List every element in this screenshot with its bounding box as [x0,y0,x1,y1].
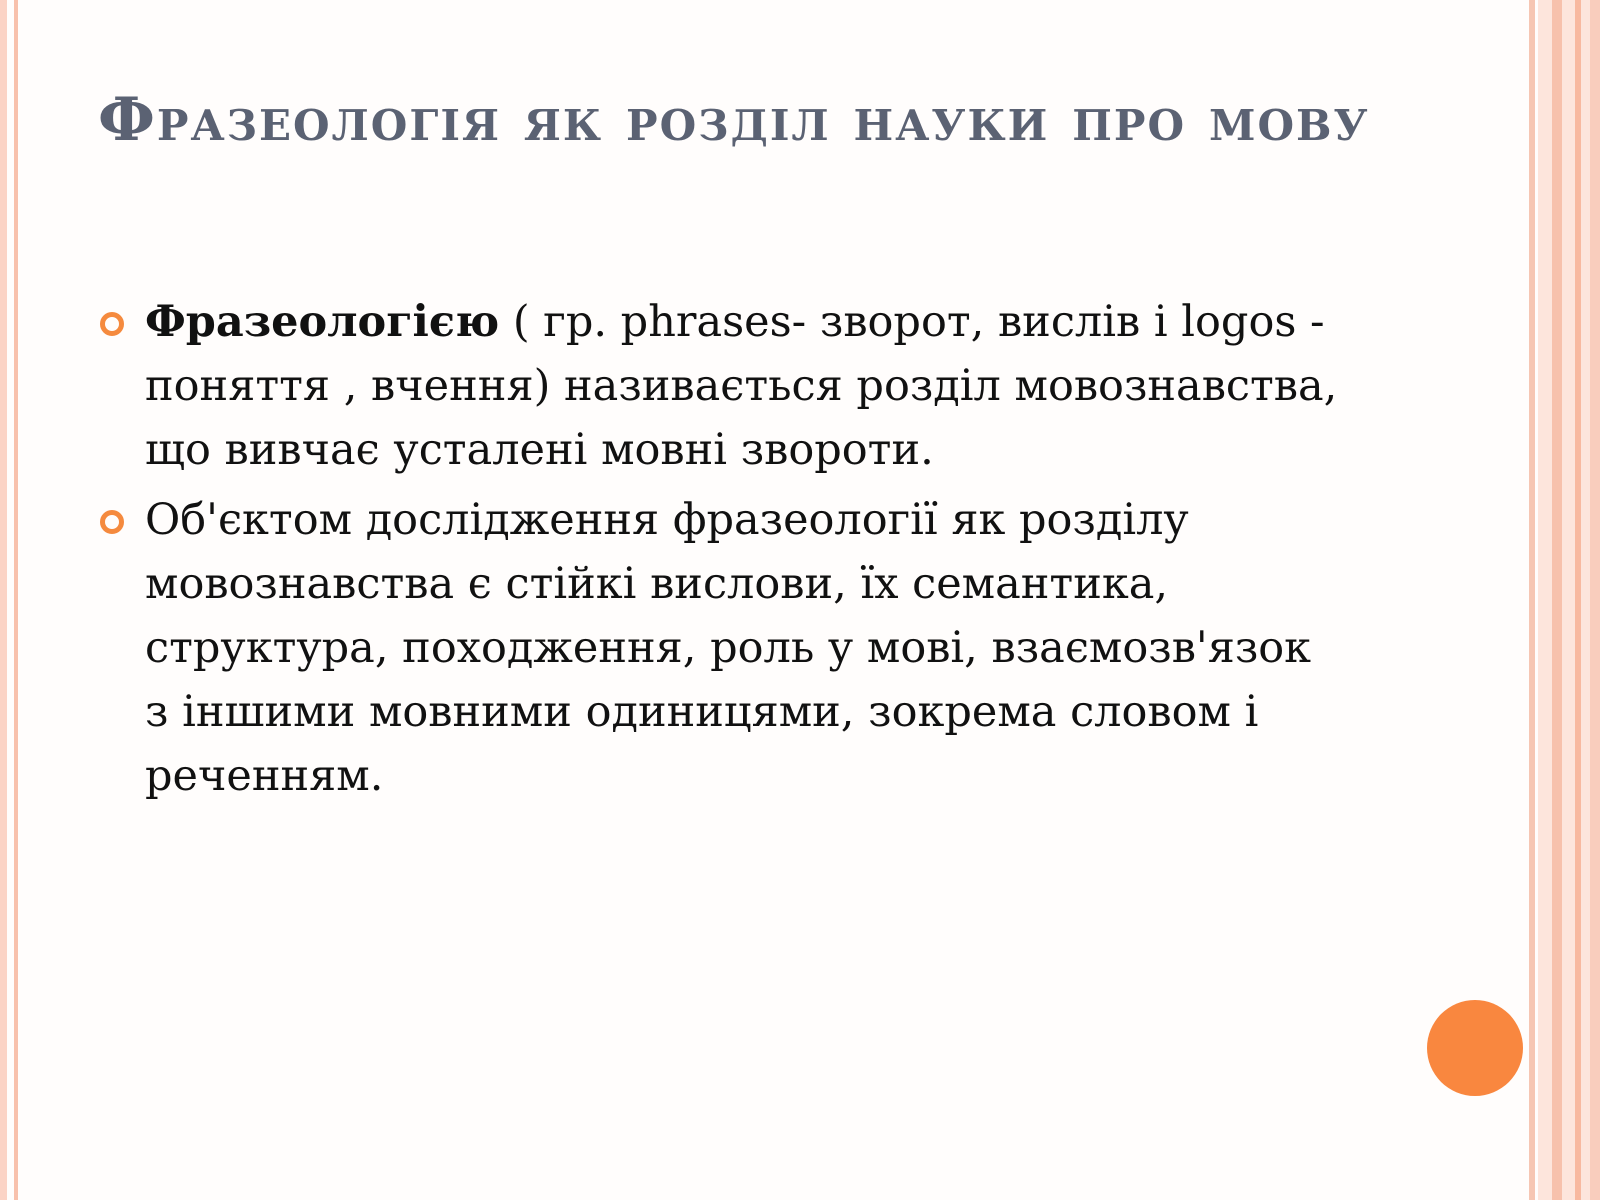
frame-stripe-right-d [1575,0,1581,1200]
frame-stripe-left-outer [0,0,7,1200]
bullet-text: Об'єктом дослідження фразеології як розділу мовознавства є стійкі вислови, їх семантика, структура, походження, роль у мові, взаємозв'язок з іншими мовними одиницями, зокрема словом і реченням. [145,495,1312,801]
decorative-orange-circle [1427,1000,1523,1096]
circle-bullet-icon [100,510,124,534]
slide-content [145,290,1345,814]
bullet-term: Фразеологією [145,297,500,347]
bullet-item-object [145,488,1345,808]
slide-title: Фразеологія як розділ науки про мову [98,85,1370,155]
bullet-item-definition [145,290,1345,482]
bullet-text: ( гр. phrases- зворот, вислів і logos - поняття , вчення) називається розділ мовознавства, що вивчає усталені мовні звороти. [145,297,1338,475]
frame-stripe-right-a [1529,0,1535,1200]
frame-stripe-left-inner [14,0,18,1200]
frame-stripe-right-c [1552,0,1562,1200]
frame-stripe-right-e [1590,0,1600,1200]
circle-bullet-icon [100,312,124,336]
